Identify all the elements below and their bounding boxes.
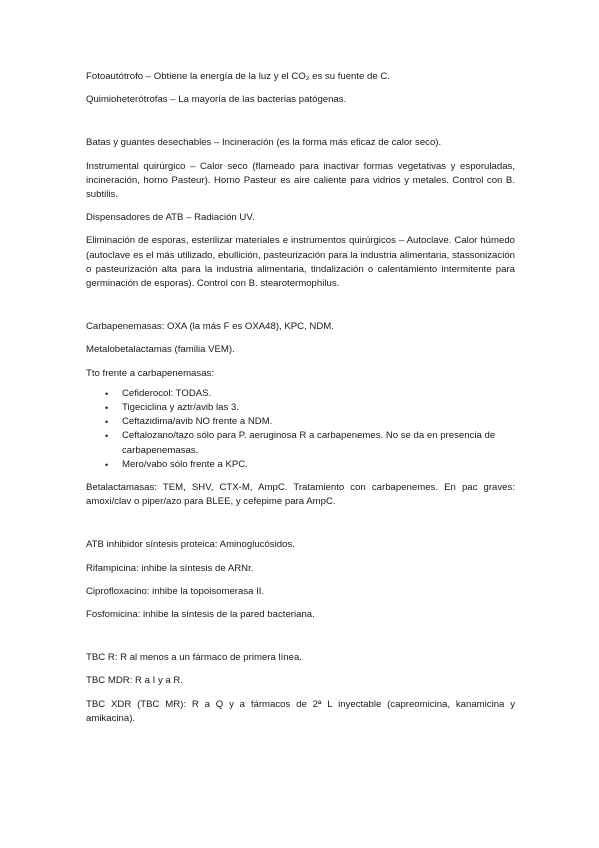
- paragraph-tto-carbapenemasas: Tto frente a carbapenemasas:: [86, 367, 214, 379]
- list-item-text: Ceftazidima/avib NO frente a NDM.: [122, 416, 273, 428]
- paragraph-ciprofloxacino: Ciprofloxacino: inhibe la topoisomerasa II.: [86, 585, 265, 597]
- paragraph-instrumental: Instrumental quirúrgico – Calor seco (flameado para inactivar formas vegetativas y esporuladas, incineración, horno Pasteur). Horno Pasteur es aire caliente para vidrios y metales. Control con B. subtilis.: [86, 160, 515, 201]
- list-item-text: Tigeciclina y aztr/avib las 3.: [122, 402, 239, 414]
- section-spacer: [86, 300, 515, 320]
- paragraph-quimioheterotrofas: Quimioheterótrofas – La mayoría de las bacterias patógenas.: [86, 94, 347, 106]
- list-item: [86, 458, 515, 472]
- bullet-icon: •: [105, 388, 109, 399]
- list-item: [86, 401, 515, 415]
- list-item: [86, 429, 515, 457]
- section-spacer: [86, 631, 515, 651]
- paragraph-tbc-xdr: TBC XDR (TBC MR): R a Q y a fármacos de 2ª L inyectable (capreomicina, kanamicina y amikacina).: [86, 698, 515, 724]
- document-body: [86, 70, 515, 735]
- list-item-text: Cefiderocol: TODAS.: [122, 387, 212, 399]
- paragraph-tbc-r: TBC R: R al menos a un fármaco de primera línea.: [86, 652, 302, 664]
- paragraph-atb-sintesis-proteica: ATB inhibidor síntesis proteica: Aminoglucósidos.: [86, 539, 295, 551]
- list-item-text: Mero/vabo sólo frente a KPC.: [122, 458, 248, 470]
- section-spacer: [86, 518, 515, 538]
- list-item-text: Ceftalozano/tazo sólo para P. aeruginosa R a carbapenemes. No se da en presencia de carbapenemasas.: [122, 430, 496, 456]
- bullet-icon: •: [105, 459, 109, 470]
- paragraph-fotoautotrofo: Fotoautótrofo – Obtiene la energía de la luz y el CO₂ es su fuente de C.: [86, 71, 390, 82]
- paragraph-tbc-mdr: TBC MDR: R a I y a R.: [86, 675, 184, 687]
- bullet-icon: •: [105, 431, 109, 442]
- bullet-icon: •: [105, 417, 109, 428]
- paragraph-esporas-autoclave: Eliminación de esporas, esterilizar materiales e instrumentos quirúrgicos – Autoclave. Calor húmedo (autoclave es el más utilizado, ebullición, pasteurización para la industria alimentaria, stassonización o pasteurización alta para la industria alimentaria, tindalización o calentamiento intermitente para germinación de esporas). Control con B. stearotermophilus.: [86, 235, 515, 290]
- list-item: [86, 387, 515, 401]
- treatment-bullet-list: [86, 387, 515, 472]
- paragraph-batas-guantes: Batas y guantes desechables – Incineración (es la forma más eficaz de calor seco).: [86, 137, 442, 149]
- bullet-icon: •: [105, 403, 109, 414]
- paragraph-fosfomicina: Fosfomicina: inhibe la síntesis de la pared bacteriana.: [86, 609, 315, 621]
- paragraph-dispensadores: Dispensadores de ATB – Radiación UV.: [86, 212, 255, 224]
- paragraph-betalactamasas: Betalactamasas: TEM, SHV, CTX-M, AmpC. Tratamiento con carbapenemes. En pac graves: amoxi/clav o piper/azo para BLEE, y cefepime para AmpC.: [86, 482, 515, 508]
- list-item: [86, 415, 515, 429]
- paragraph-metalobetalactamas: Metalobetalactamas (familia VEM).: [86, 344, 235, 356]
- section-spacer: [86, 116, 515, 136]
- paragraph-rifampicina: Rifampicina: inhibe la síntesis de ARNr.: [86, 562, 254, 574]
- paragraph-carbapenemasas: Carbapenemasas: OXA (la más F es OXA48), KPC, NDM.: [86, 321, 334, 333]
